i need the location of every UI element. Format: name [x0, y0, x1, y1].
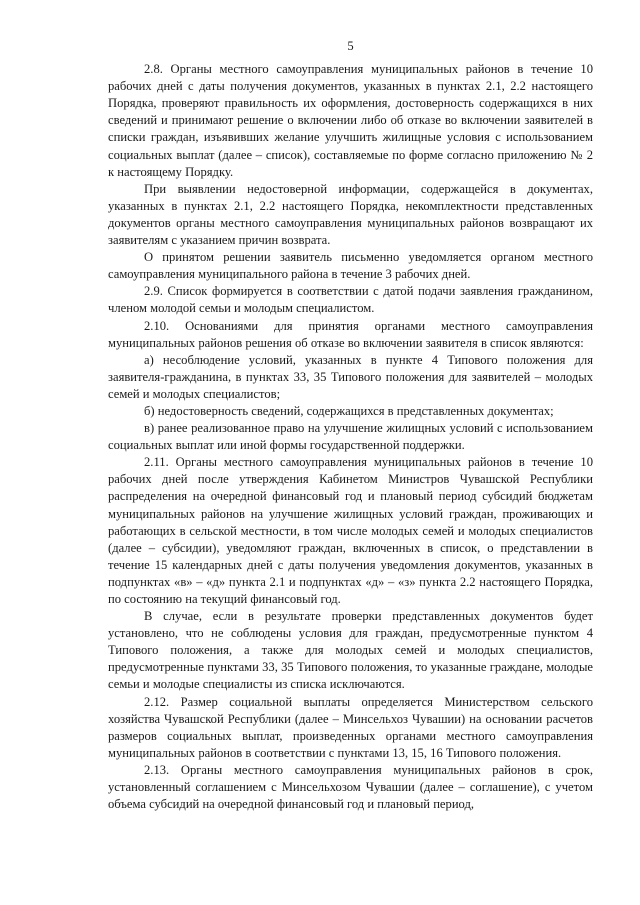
paragraph-2-10-a: а) несоблюдение условий, указанных в пункте 4 Типового положения для заявителя-гражданина, в пунктах 33, 35 Типового положения для заявителей – молодых семей и молодых специалистов;	[108, 352, 593, 401]
paragraph-notification: О принятом решении заявитель письменно уведомляется органом местного самоуправления муниципального района в течение 3 рабочих дней.	[108, 250, 593, 282]
paragraph-2-9: 2.9. Список формируется в соответствии с датой подачи заявления гражданином, членом молодой семьи и молодым специалистом.	[108, 284, 593, 316]
paragraph-2-13: 2.13. Органы местного самоуправления муниципальных районов в срок, установленный соглашением с Минсельхозом Чувашии (далее – соглашение), с учетом объема субсидий на очередной финансовый год и плановый период,	[108, 762, 593, 812]
paragraph-2-8: 2.8. Органы местного самоуправления муниципальных районов в течение 10 рабочих дней с даты получения документов, указанных в пунктах 2.1, 2.2 настоящего Порядка, проверяют правильность их оформления, достоверность содержащихся в них сведений и принимают решение о включении либо об отказе во включении заявителей в списки граждан, изъявивших желание улучшить жилищные условия с использованием социальных выплат (далее – список), составляемые по форме согласно приложению № 2 к настоящему Порядку.	[108, 62, 593, 179]
page-number: 5	[347, 39, 354, 53]
paragraph-2-10: 2.10. Основаниями для принятия органами местного самоуправления муниципальных районов решения об отказе во включении заявителя в список являются:	[108, 318, 593, 350]
paragraph-2-10-b: б) недостоверность сведений, содержащихся в представленных документах;	[144, 403, 554, 418]
paragraph-2-12: 2.12. Размер социальной выплаты определяется Министерством сельского хозяйства Чувашской Республики (далее – Минсельхоз Чувашии) на основании расчетов размеров социальных выплат, произведенных органами местного самоуправления муниципальных районов в соответствии с пунктами 13, 15, 16 Типового положения.	[108, 694, 593, 760]
paragraph-exclusion: В случае, если в результате проверки представленных документов будет установлено, что не соблюдены условия для граждан, предусмотренные пунктом 4 Типового положения, а также для молодых семей и молодых специалистов, предусмотренные пунктами 33, 35 Типового положения, то указанные граждане, молодые семьи и молодые специалисты из списка исключаются.	[108, 609, 593, 692]
paragraph-invalid-info: При выявлении недостоверной информации, содержащейся в документах, указанных в пунктах 2.1, 2.2 настоящего Порядка, некомплектности представленных документов органы местного самоуправления муниципальных районов возвращают их заявителям с указанием причин возврата.	[108, 181, 593, 248]
paragraph-2-10-v: в) ранее реализованное право на улучшение жилищных условий с использованием социальных выплат или иной формы государственной поддержки.	[108, 421, 593, 453]
paragraph-2-11: 2.11. Органы местного самоуправления муниципальных районов в течение 10 рабочих дней после утверждения Кабинетом Министров Чувашской Республики распределения на очередной финансовый год и плановый период субсидий бюджетам муниципальных районов на улучшение жилищных условий граждан, проживающих и работающих в сельской местности, в том числе молодых семей и молодых специалистов (далее – субсидии), уведомляют граждан, включенных в список, о представлении в течение 15 календарных дней с даты получения уведомления документов, указанных в подпунктах «в» – «д» пункта 2.1 и подпунктах «д» – «з» пункта 2.2 настоящего Порядка, по состоянию на текущий финансовый год.	[108, 455, 593, 606]
